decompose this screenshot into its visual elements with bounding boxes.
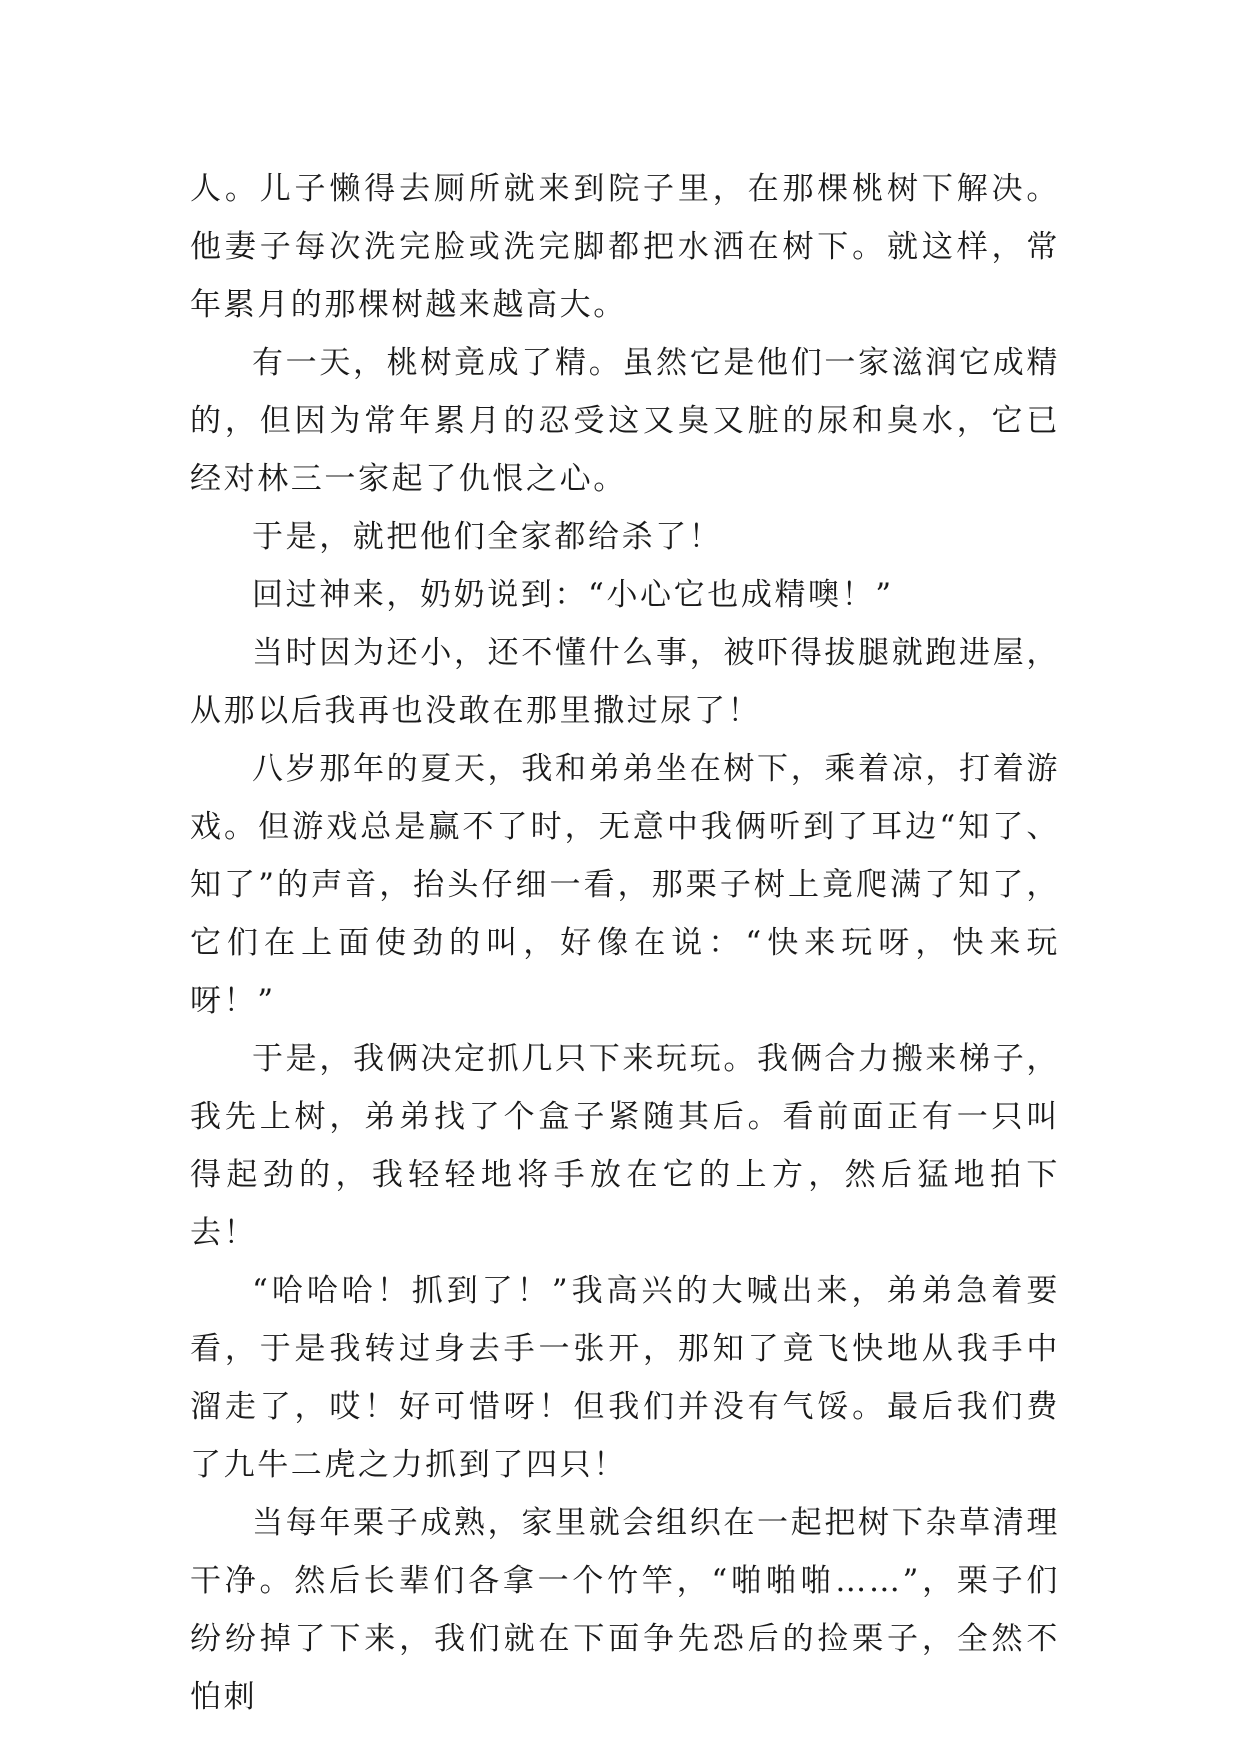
paragraph-8: “哈哈哈！抓到了！”我高兴的大喊出来，弟弟急着要看，于是我转过身去手一张开，那知了竟飞快地从我手中溜走了，哎！好可惜呀！但我们并没有气馁。最后我们费了九牛二虎之力抓到了四只！	[190, 1273, 1060, 1483]
paragraph-4: 回过神来，奶奶说到：“小心它也成精噢！”	[252, 577, 894, 613]
paragraph-5: 当时因为还小，还不懂什么事，被吓得拔腿就跑进屋，从那以后我再也没敢在那里撒过尿了！	[190, 635, 1060, 729]
body-text	[190, 160, 1060, 1726]
paragraph-7: 于是，我俩决定抓几只下来玩玩。我俩合力搬来梯子，我先上树，弟弟找了个盒子紧随其后。看前面正有一只叫得起劲的，我轻轻地将手放在它的上方，然后猛地拍下去！	[190, 1041, 1060, 1251]
paragraph-1: 人。儿子懒得去厕所就来到院子里，在那棵桃树下解决。他妻子每次洗完脸或洗完脚都把水洒在树下。就这样，常年累月的那棵树越来越高大。	[190, 171, 1060, 323]
paragraph-9: 当每年栗子成熟，家里就会组织在一起把树下杂草清理干净。然后长辈们各拿一个竹竿，“啪啪啪……”，栗子们纷纷掉了下来，我们就在下面争先恐后的捡栗子，全然不怕刺	[190, 1505, 1060, 1715]
paragraph-2: 有一天，桃树竟成了精。虽然它是他们一家滋润它成精的，但因为常年累月的忍受这又臭又脏的尿和臭水，它已经对林三一家起了仇恨之心。	[190, 345, 1060, 497]
paragraph-6: 八岁那年的夏天，我和弟弟坐在树下，乘着凉，打着游戏。但游戏总是赢不了时，无意中我俩听到了耳边“知了、知了”的声音，抬头仔细一看，那栗子树上竟爬满了知了，它们在上面使劲的叫，好像在说：“快来玩呀，快来玩呀！”	[190, 751, 1060, 1019]
paragraph-3: 于是，就把他们全家都给杀了！	[252, 519, 723, 555]
